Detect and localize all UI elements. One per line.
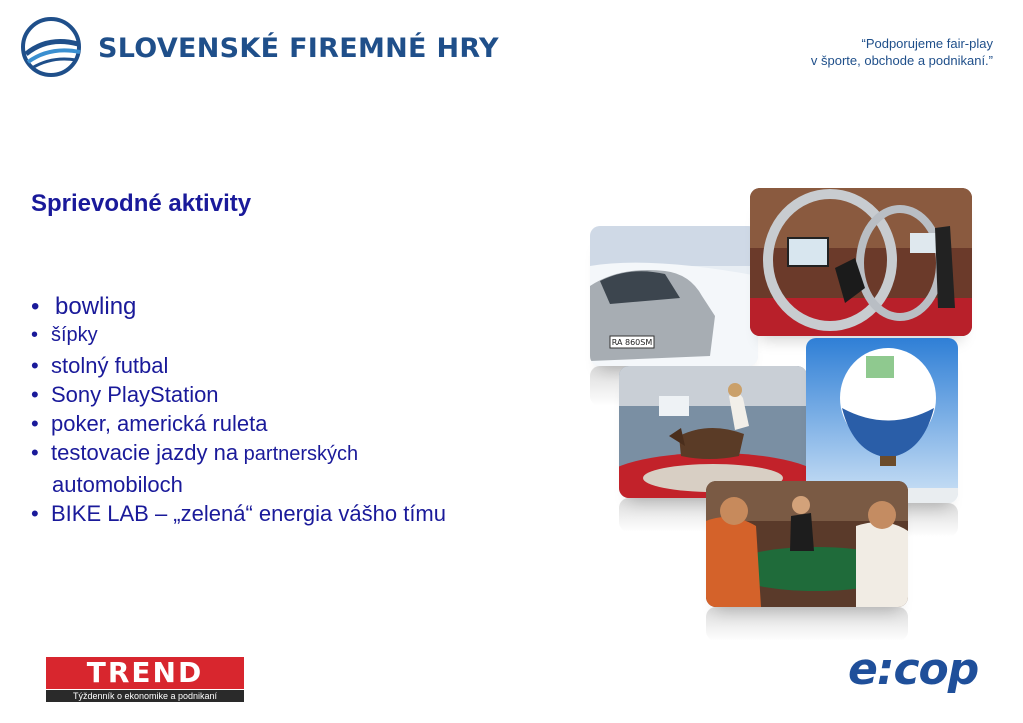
trend-logo [46,657,246,703]
bullet-icon: • [31,352,39,378]
racing-simulator-photo [750,188,972,336]
trend-title: TREND [46,657,244,689]
org-name: SLOVENSKÉ FIREMNÉ HRY [98,33,499,64]
bullet-icon: • [31,293,40,320]
list-item: • poker, americká ruleta [31,409,446,438]
bullet-icon: • [31,381,39,407]
page-title: Sprievodné aktivity [31,190,252,217]
motto-line-2: v športe, obchode a podnikaní.” [810,53,993,68]
motto-line-1: “Podporujeme fair-play [861,36,993,51]
list-item: • stolný futbal [31,351,446,380]
hot-air-balloon-photo [806,338,958,503]
list-item: • BIKE LAB – „zelená“ energia vášho tímu [31,499,446,528]
list-item: • testovacie jazdy na partnerských [31,438,446,469]
list-item: • šípky [31,321,446,350]
activities-list [31,292,446,528]
list-item: • Sony PlayStation [31,380,446,409]
bullet-icon: • [31,501,39,527]
car-photo [590,226,758,366]
list-item-continuation: automobiloch [52,471,183,497]
poker-table-photo-reflection [706,607,908,641]
slovenske-firemne-hry-logo [18,14,499,84]
license-plate: RA 860SM [611,338,653,347]
bullet-icon: • [31,411,39,437]
bullet-icon: • [31,324,39,347]
bullet-icon: • [31,440,39,466]
ecop-logo: e:cop [848,644,979,695]
motto [733,35,993,69]
swirl-logo-icon [18,16,88,78]
poker-table-photo [706,481,908,607]
list-item: • bowling [31,293,137,320]
trend-subtitle: Týždenník o ekonomike a podnikaní [46,690,244,702]
mechanical-bull-photo [619,366,807,498]
